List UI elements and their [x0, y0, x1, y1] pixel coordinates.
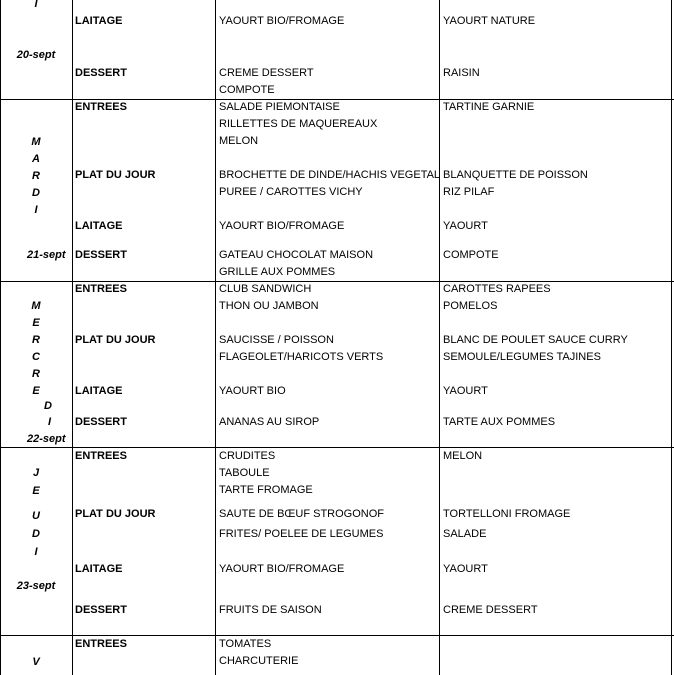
menu-item: TARTE FROMAGE [219, 484, 313, 496]
menu-item: YAOURT BIO/FROMAGE [219, 15, 345, 27]
menu-item: BLANC DE POULET SAUCE CURRY [443, 334, 628, 346]
day-letter: E [32, 317, 40, 329]
day-letter: D [44, 400, 52, 412]
menu-item: THON OU JAMBON [219, 300, 319, 312]
day-letter: I [34, 204, 38, 216]
menu-item: COMPOTE [443, 249, 499, 261]
menu-item: TARTINE GARNIE [443, 101, 535, 113]
category-label: LAITAGE [75, 563, 123, 575]
menu-item: FLAGEOLET/HARICOTS VERTS [219, 351, 384, 363]
menu-item: GATEAU CHOCOLAT MAISON [219, 249, 374, 261]
category-label: PLAT DU JOUR [75, 334, 156, 346]
grid-line [215, 0, 216, 675]
day-letter: J [32, 467, 40, 479]
menu-item: SAUTE DE BŒUF STROGONOF [219, 508, 385, 520]
day-letter: R [32, 170, 40, 182]
menu-item: TOMATES [219, 638, 272, 650]
category-label: PLAT DU JOUR [75, 169, 156, 181]
day-letter: E [32, 385, 40, 397]
menu-item: YAOURT BIO/FROMAGE [219, 220, 345, 232]
menu-item: CRUDITES [219, 450, 276, 462]
day-letter: A [32, 153, 40, 165]
menu-item: SEMOULE/LEGUMES TAJINES [443, 351, 601, 363]
day-date: 20-sept [16, 49, 56, 61]
menu-item: TABOULE [219, 467, 270, 479]
day-letter: U [32, 510, 40, 522]
category-label: DESSERT [75, 604, 127, 616]
category-label: ENTREES [75, 283, 127, 295]
day-letter: D [32, 187, 40, 199]
grid-line [439, 0, 440, 675]
day-letter: C [32, 351, 40, 363]
menu-item: SALADE PIEMONTAISE [219, 101, 340, 113]
menu-item: YAOURT [443, 220, 488, 232]
menu-item: BROCHETTE DE DINDE/HACHIS VEGETAL [219, 169, 441, 181]
day-letter: R [32, 334, 40, 346]
menu-item: MELON [443, 450, 483, 462]
day-letter: I [48, 416, 52, 428]
day-letter: M [31, 136, 41, 148]
menu-item: YAOURT [443, 563, 488, 575]
grid-line [671, 0, 672, 675]
day-date: 23-sept [16, 580, 56, 592]
menu-item: TARTE AUX POMMES [443, 416, 556, 428]
grid-line [0, 447, 674, 448]
menu-item: TORTELLONI FROMAGE [443, 508, 571, 520]
day-letter: V [32, 656, 40, 668]
category-label: LAITAGE [75, 220, 123, 232]
day-letter: D [32, 528, 40, 540]
day-letter: M [31, 300, 41, 312]
category-label: DESSERT [75, 67, 127, 79]
category-label: ENTREES [75, 450, 127, 462]
category-label: LAITAGE [75, 15, 123, 27]
menu-item: GRILLE AUX POMMES [219, 266, 336, 278]
menu-item: YAOURT NATURE [443, 15, 536, 27]
menu-item: CREME DESSERT [219, 67, 314, 79]
grid-line [72, 0, 73, 675]
menu-item: SALADE [443, 528, 487, 540]
menu-item: FRUITS DE SAISON [219, 604, 322, 616]
menu-item: CREME DESSERT [443, 604, 538, 616]
day-date: 21-sept [27, 249, 66, 261]
day-letter: E [32, 485, 40, 497]
day-date: 22-sept [27, 433, 66, 445]
day-letter: I [34, 0, 38, 10]
category-label: LAITAGE [75, 385, 123, 397]
menu-item: YAOURT [443, 385, 488, 397]
category-label: DESSERT [75, 416, 127, 428]
grid-line [0, 635, 674, 636]
menu-item: RILLETTES DE MAQUEREAUX [219, 118, 378, 130]
menu-item: POMELOS [443, 300, 498, 312]
menu-item: CHARCUTERIE [219, 655, 299, 667]
menu-item: SAUCISSE / POISSON [219, 334, 334, 346]
menu-item: MELON [219, 135, 259, 147]
menu-item: CLUB SANDWICH [219, 283, 312, 295]
menu-item: CAROTTES RAPEES [443, 283, 551, 295]
menu-item: ANANAS AU SIROP [219, 416, 320, 428]
menu-item: FRITES/ POELEE DE LEGUMES [219, 528, 384, 540]
menu-item: PUREE / CAROTTES VICHY [219, 186, 363, 198]
menu-item: RAISIN [443, 67, 480, 79]
menu-item: YAOURT BIO/FROMAGE [219, 563, 345, 575]
day-letter: I [34, 546, 38, 558]
category-label: ENTREES [75, 638, 127, 650]
menu-item: BLANQUETTE DE POISSON [443, 169, 588, 181]
day-letter: R [32, 368, 40, 380]
menu-item: COMPOTE [219, 84, 275, 96]
category-label: ENTREES [75, 101, 127, 113]
category-label: PLAT DU JOUR [75, 508, 156, 520]
menu-item: YAOURT BIO [219, 385, 286, 397]
menu-item: RIZ PILAF [443, 186, 495, 198]
category-label: DESSERT [75, 249, 127, 261]
